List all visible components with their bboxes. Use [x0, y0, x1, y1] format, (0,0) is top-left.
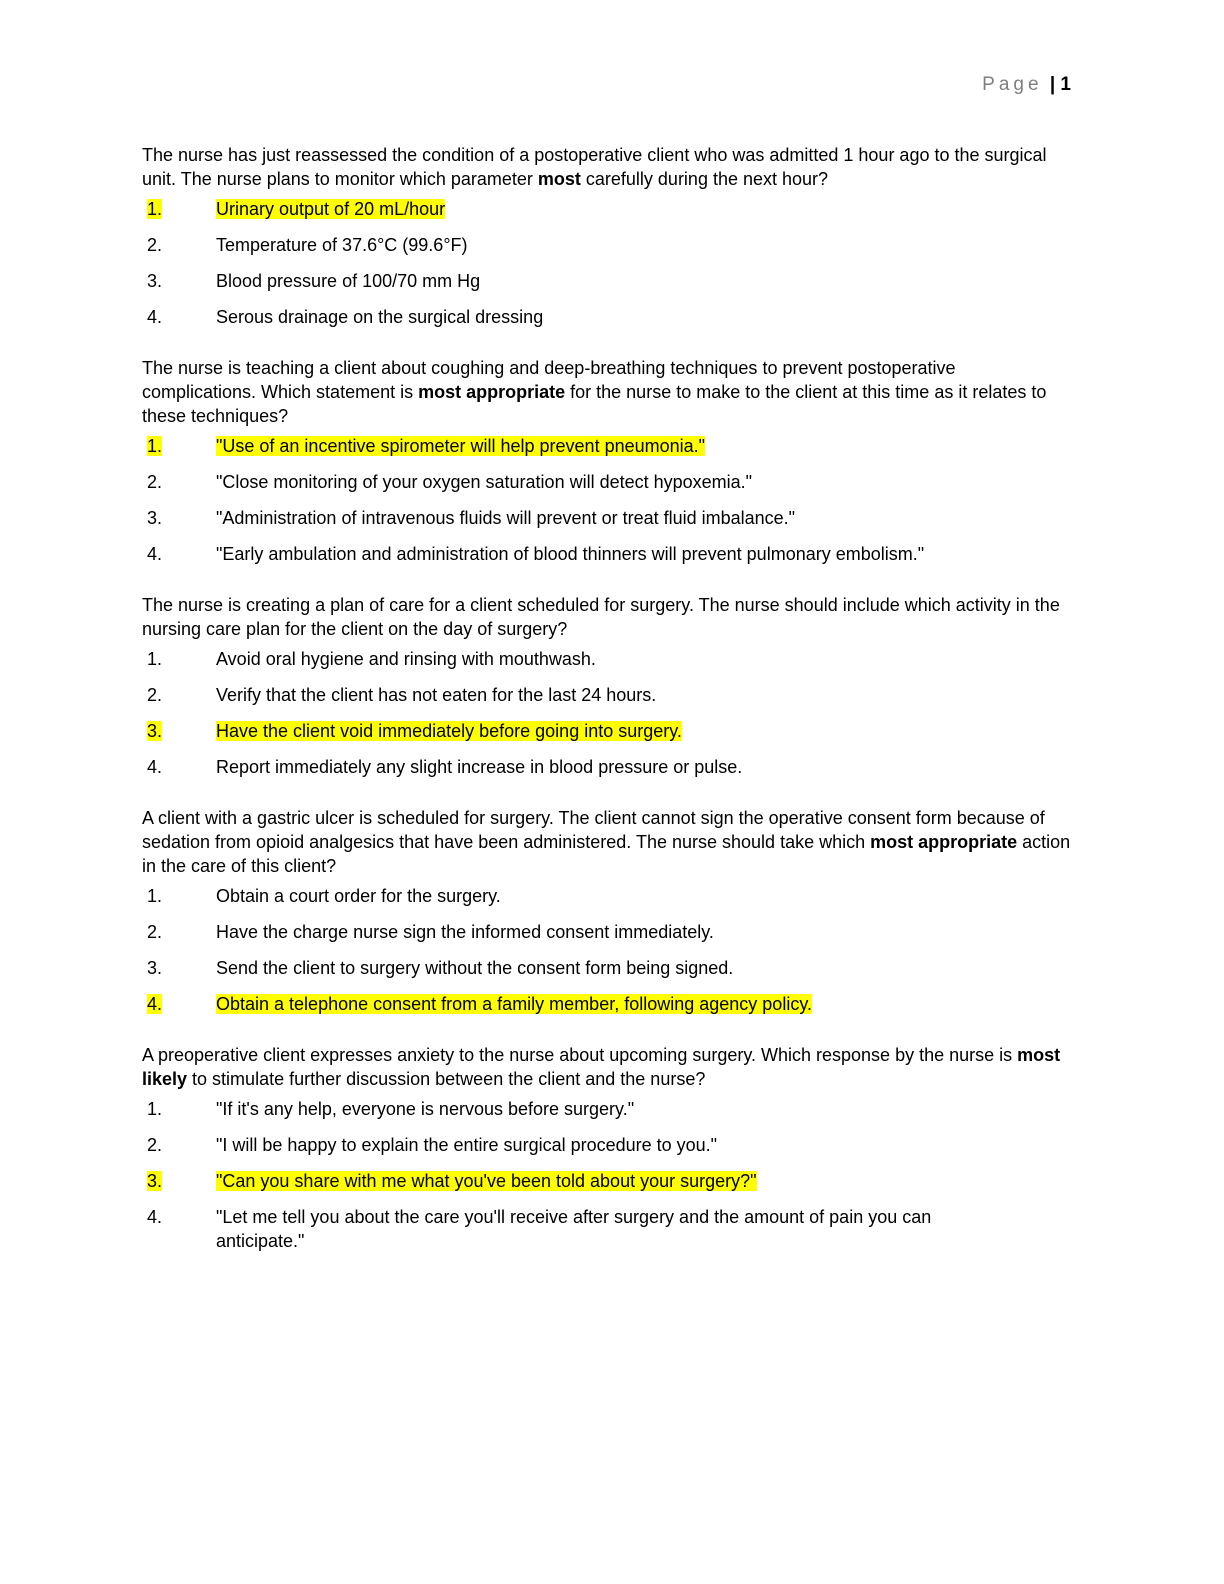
answer-option: [142, 1205, 1072, 1253]
option-text: Blood pressure of 100/70 mm Hg: [216, 271, 481, 291]
option-number: 4.: [147, 307, 163, 327]
option-text: Avoid oral hygiene and rinsing with mouthwash.: [216, 649, 596, 669]
stem-text: carefully during the next hour?: [580, 169, 829, 189]
option-number: 4.: [147, 757, 163, 777]
option-number: 1.: [147, 886, 163, 906]
question-stem: [142, 593, 1072, 641]
option-number: 2.: [147, 235, 163, 255]
stem-emphasis: most appropriate: [418, 382, 566, 402]
answer-option: [142, 884, 1072, 908]
option-number: 4.: [147, 1207, 163, 1227]
option-number: 4.: [147, 994, 163, 1014]
option-number: 3.: [147, 958, 163, 978]
option-text: Have the charge nurse sign the informed consent immediately.: [216, 922, 714, 942]
answer-option: [142, 755, 1072, 779]
option-number: 4.: [147, 544, 163, 564]
option-text: "If it's any help, everyone is nervous before surgery.": [216, 1099, 635, 1119]
option-text: Report immediately any slight increase in blood pressure or pulse.: [216, 757, 743, 777]
answer-option: [142, 956, 1072, 980]
stem-text: for the nurse to make to the client at this time as it relates to these techniques?: [142, 382, 1047, 426]
stem-text: The nurse is teaching a client about coughing and deep-breathing techniques to prevent postoperative complications. Which statement is: [142, 358, 956, 402]
option-text: "Administration of intravenous fluids will prevent or treat fluid imbalance.": [216, 508, 796, 528]
question-1: [142, 143, 1072, 329]
option-text: Serous drainage on the surgical dressing: [216, 307, 544, 327]
option-text: Obtain a court order for the surgery.: [216, 886, 501, 906]
question-stem: [142, 1043, 1072, 1091]
option-text: "Early ambulation and administration of blood thinners will prevent pulmonary embolism.": [216, 544, 925, 564]
page-separator: |: [1049, 74, 1056, 95]
question-list: [142, 143, 1072, 1280]
option-text: Obtain a telephone consent from a family member, following agency policy.: [216, 994, 812, 1014]
answer-option: [142, 305, 1072, 329]
option-number: 2.: [147, 685, 163, 705]
stem-text: to stimulate further discussion between the client and the nurse?: [187, 1069, 706, 1089]
answer-option: [142, 1169, 1072, 1193]
option-text: Send the client to surgery without the consent form being signed.: [216, 958, 734, 978]
option-number: 1.: [147, 436, 163, 456]
option-text: "Can you share with me what you've been told about your surgery?": [216, 1171, 757, 1191]
option-number: 3.: [147, 508, 163, 528]
question-2: [142, 356, 1072, 566]
option-number: 2.: [147, 1135, 163, 1155]
answer-option: [142, 1097, 1072, 1121]
answer-option: [142, 647, 1072, 671]
option-number: 3.: [147, 721, 163, 741]
question-stem: [142, 806, 1072, 878]
option-text: Have the client void immediately before going into surgery.: [216, 721, 682, 741]
stem-text: A client with a gastric ulcer is scheduled for surgery. The client cannot sign the operative consent form because of sedation from opioid analgesics that have been administered. The nurse should take which: [142, 808, 1045, 852]
option-text: Verify that the client has not eaten for the last 24 hours.: [216, 685, 657, 705]
page-number: 1: [1060, 74, 1071, 95]
option-number: 2.: [147, 472, 163, 492]
option-number: 1.: [147, 1099, 163, 1119]
page-label: Page: [982, 74, 1043, 95]
answer-option: [142, 470, 1072, 494]
question-3: [142, 593, 1072, 779]
answer-option: [142, 506, 1072, 530]
stem-text: action in the care of this client?: [142, 832, 1071, 876]
question-4: [142, 806, 1072, 1016]
option-text: Temperature of 37.6°C (99.6°F): [216, 235, 468, 255]
option-text: "Close monitoring of your oxygen saturation will detect hypoxemia.": [216, 472, 753, 492]
stem-emphasis: most: [537, 169, 581, 189]
option-text: "I will be happy to explain the entire surgical procedure to you.": [216, 1135, 718, 1155]
option-text: "Let me tell you about the care you'll receive after surgery and the amount of pain you can anticipate.": [216, 1207, 932, 1251]
answer-option: [142, 197, 1072, 221]
stem-text: The nurse is creating a plan of care for a client scheduled for surgery. The nurse should include which activity in the nursing care plan for the client on the day of surgery?: [142, 595, 1060, 639]
page-header: [982, 72, 1071, 98]
answer-option: [142, 542, 1072, 566]
option-text: Urinary output of 20 mL/hour: [216, 199, 446, 219]
question-stem: [142, 143, 1072, 191]
stem-emphasis: most appropriate: [870, 832, 1018, 852]
option-number: 3.: [147, 1171, 163, 1191]
question-stem: [142, 356, 1072, 428]
answer-option: [142, 1133, 1072, 1157]
option-number: 2.: [147, 922, 163, 942]
answer-option: [142, 434, 1072, 458]
answer-option: [142, 683, 1072, 707]
question-5: [142, 1043, 1072, 1253]
option-number: 3.: [147, 271, 163, 291]
stem-text: The nurse has just reassessed the condition of a postoperative client who was admitted 1 hour ago to the surgical unit. The nurse plans to monitor which parameter: [142, 145, 1047, 189]
option-number: 1.: [147, 649, 163, 669]
answer-option: [142, 719, 1072, 743]
stem-text: A preoperative client expresses anxiety to the nurse about upcoming surgery. Which response by the nurse is: [142, 1045, 1018, 1065]
answer-option: [142, 920, 1072, 944]
answer-option: [142, 269, 1072, 293]
answer-option: [142, 233, 1072, 257]
option-number: 1.: [147, 199, 163, 219]
stem-emphasis: most likely: [142, 1045, 1061, 1089]
answer-option: [142, 992, 1072, 1016]
option-text: "Use of an incentive spirometer will help prevent pneumonia.": [216, 436, 706, 456]
